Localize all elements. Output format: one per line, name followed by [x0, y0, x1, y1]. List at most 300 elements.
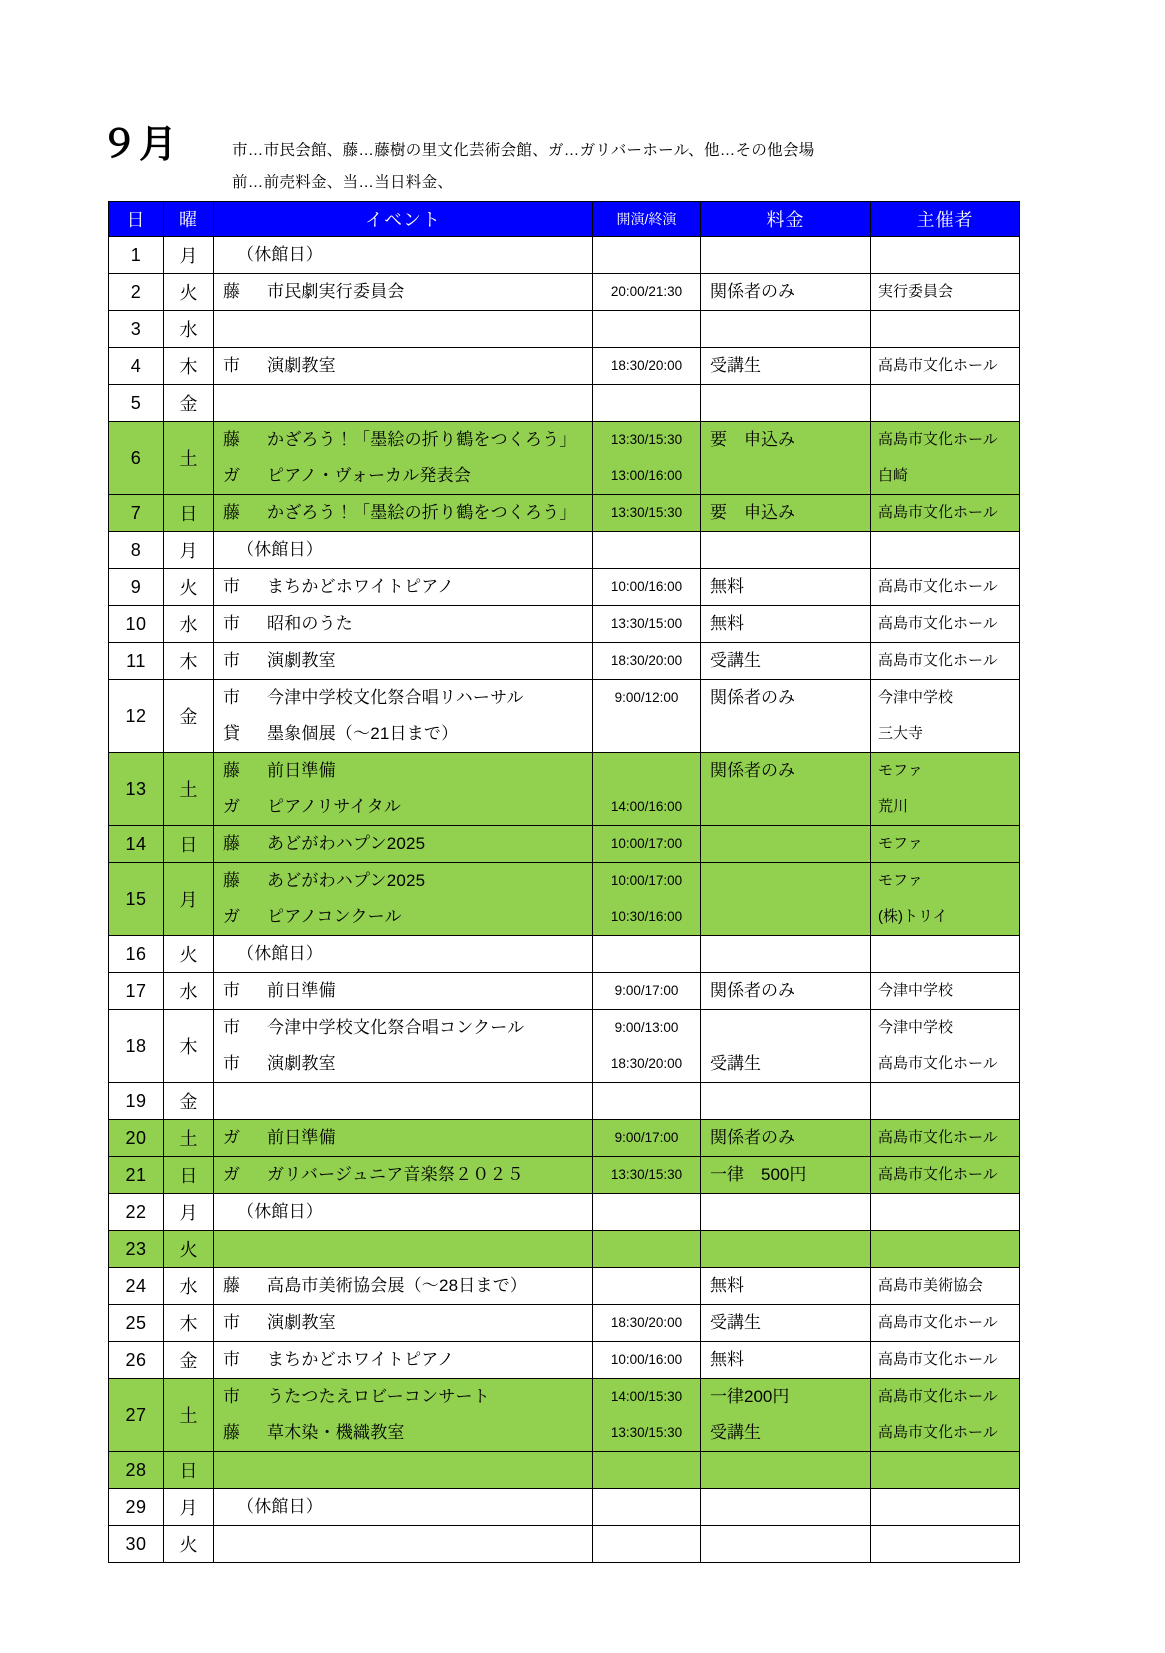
event-fee: 要 申込み: [710, 430, 795, 449]
event-title: ピアノリサイタル: [267, 797, 402, 816]
event-entry: [214, 753, 592, 789]
column-header-day: 日: [109, 202, 164, 237]
event-time: 18:30/20:00: [610, 1056, 683, 1071]
cell-weekday: 木: [164, 643, 214, 680]
cell-event: [214, 1083, 593, 1120]
empty-cell-line: [871, 1452, 1019, 1488]
table-row: [109, 1120, 1020, 1157]
event-fee: 関係者のみ: [710, 981, 795, 1000]
table-row: [109, 1194, 1020, 1231]
table-row: [109, 495, 1020, 532]
cell-organizer: [871, 863, 1020, 936]
closed-notice: （休館日）: [237, 245, 323, 264]
cell-day: 21: [109, 1157, 164, 1194]
event-title: 墨象個展（～21日まで）: [267, 724, 459, 743]
cell-fee: [701, 1157, 871, 1194]
empty-cell-line: [593, 1489, 700, 1525]
cell-event: [214, 1120, 593, 1157]
cell-organizer: [871, 1083, 1020, 1120]
cell-organizer: [871, 385, 1020, 422]
event-organizer: 高島市文化ホール: [878, 1314, 998, 1331]
empty-cell-line: [701, 1489, 870, 1525]
event-time: 13:30/15:30: [610, 432, 683, 447]
cell-fee: [701, 973, 871, 1010]
cell-fee: [701, 385, 871, 422]
cell-day: 9: [109, 569, 164, 606]
event-fee: 受講生: [710, 1313, 761, 1332]
cell-weekday: 日: [164, 495, 214, 532]
event-time: 9:00/17:00: [614, 983, 679, 998]
empty-cell-line: [701, 1083, 870, 1119]
cell-weekday: 火: [164, 569, 214, 606]
venue-tag: 市: [223, 1054, 241, 1073]
cell-day: 7: [109, 495, 164, 532]
event-time: 10:00/17:00: [610, 836, 683, 851]
table-row: [109, 237, 1020, 274]
event-time: [593, 753, 700, 789]
cell-day: 28: [109, 1452, 164, 1489]
event-time: 14:00/15:30: [610, 1389, 683, 1404]
venue-tag: ガ: [223, 907, 241, 926]
closed-notice: （休館日）: [237, 540, 323, 559]
cell-event: [214, 1231, 593, 1268]
empty-event: [214, 1526, 592, 1562]
cell-organizer: [871, 1120, 1020, 1157]
cell-weekday: 水: [164, 1268, 214, 1305]
cell-weekday: 火: [164, 1526, 214, 1563]
venue-tag: 市: [223, 1350, 241, 1369]
cell-organizer: [871, 422, 1020, 495]
legend-venues: 市…市民会館、藤…藤樹の里文化芸術会館、ガ…ガリバーホール、他…その他会場: [232, 142, 815, 159]
empty-cell-line: [871, 1231, 1019, 1267]
venue-tag: 市: [223, 651, 241, 670]
event-organizer: モファ: [878, 762, 923, 779]
month-title: ９月: [100, 124, 179, 166]
venue-tag: 藤: [223, 282, 241, 301]
table-row: [109, 569, 1020, 606]
event-fee: 要 申込み: [710, 503, 795, 522]
cell-time: [593, 1194, 701, 1231]
event-fee: 一律200円: [710, 1387, 790, 1406]
event-organizer: 実行委員会: [878, 283, 954, 300]
venue-tag: ガ: [223, 1165, 241, 1184]
event-time: [593, 716, 700, 752]
closed-notice: （休館日）: [237, 1497, 323, 1516]
cell-event: [214, 1452, 593, 1489]
event-fee: 関係者のみ: [710, 761, 795, 780]
empty-cell-line: [871, 385, 1019, 421]
cell-time: [593, 1489, 701, 1526]
cell-fee: [701, 826, 871, 863]
cell-fee: [701, 422, 871, 495]
event-title: 昭和のうた: [267, 614, 353, 633]
cell-day: 18: [109, 1010, 164, 1083]
cell-weekday: 木: [164, 1305, 214, 1342]
table-row: [109, 1379, 1020, 1452]
venue-tag: 貸: [223, 724, 241, 743]
event-entry: [214, 1268, 592, 1304]
table-row: [109, 753, 1020, 826]
table-row: [109, 936, 1020, 973]
cell-weekday: 水: [164, 311, 214, 348]
cell-day: 27: [109, 1379, 164, 1452]
empty-cell-line: [593, 1452, 700, 1488]
cell-organizer: [871, 1231, 1020, 1268]
column-header-org: 主催者: [871, 202, 1020, 237]
venue-tag: ガ: [223, 797, 241, 816]
empty-cell-line: [701, 532, 870, 568]
event-title: 今津中学校文化祭合唱コンクール: [267, 1018, 525, 1037]
event-title: うたつたえロビーコンサート: [267, 1387, 490, 1406]
cell-weekday: 日: [164, 1452, 214, 1489]
cell-time: [593, 348, 701, 385]
cell-day: 20: [109, 1120, 164, 1157]
cell-fee: [701, 863, 871, 936]
event-title: 市民劇実行委員会: [267, 282, 405, 301]
event-title: あどがわハプン2025: [267, 834, 426, 853]
cell-day: 11: [109, 643, 164, 680]
event-time: 18:30/20:00: [610, 653, 683, 668]
cell-time: [593, 274, 701, 311]
cell-weekday: 水: [164, 973, 214, 1010]
cell-day: 14: [109, 826, 164, 863]
event-title: 前日準備: [267, 1128, 336, 1147]
event-organizer: 今津中学校: [878, 982, 954, 999]
venue-tag: 市: [223, 1018, 241, 1037]
cell-organizer: [871, 643, 1020, 680]
cell-time: [593, 826, 701, 863]
cell-day: 17: [109, 973, 164, 1010]
event-time: 13:30/15:30: [610, 505, 683, 520]
empty-cell-line: [701, 237, 870, 273]
cell-day: 16: [109, 936, 164, 973]
legend-block: [232, 126, 1030, 199]
venue-tag: 市: [223, 614, 241, 633]
event-fee: [701, 863, 870, 899]
event-title: あどがわハプン2025: [267, 871, 426, 890]
event-entry: [214, 863, 592, 899]
cell-weekday: 土: [164, 1120, 214, 1157]
cell-fee: [701, 936, 871, 973]
empty-cell-line: [871, 1526, 1019, 1562]
event-fee: [701, 1010, 870, 1046]
empty-cell-line: [701, 385, 870, 421]
cell-day: 13: [109, 753, 164, 826]
event-entry: [214, 716, 592, 752]
cell-time: [593, 385, 701, 422]
cell-weekday: 月: [164, 532, 214, 569]
event-title: 高島市美術協会展（～28日まで）: [267, 1276, 528, 1295]
event-organizer: 高島市文化ホール: [878, 1351, 998, 1368]
empty-cell-line: [871, 311, 1019, 347]
cell-weekday: 水: [164, 606, 214, 643]
cell-event: [214, 1268, 593, 1305]
empty-cell-line: [871, 936, 1019, 972]
cell-fee: [701, 569, 871, 606]
cell-organizer: [871, 753, 1020, 826]
venue-tag: 市: [223, 577, 241, 596]
cell-weekday: 土: [164, 422, 214, 495]
event-fee: [701, 789, 870, 825]
event-entry: [214, 1342, 592, 1378]
event-fee: 無料: [710, 1276, 744, 1295]
empty-cell-line: [593, 1526, 700, 1562]
empty-cell-line: [871, 532, 1019, 568]
cell-event: [214, 936, 593, 973]
cell-fee: [701, 1305, 871, 1342]
page-header: [100, 126, 1030, 199]
cell-weekday: 火: [164, 274, 214, 311]
empty-cell-line: [593, 385, 700, 421]
cell-weekday: 日: [164, 826, 214, 863]
event-entry: [214, 1120, 592, 1156]
table-row: [109, 1268, 1020, 1305]
venue-tag: 藤: [223, 834, 241, 853]
table-row: [109, 863, 1020, 936]
legend-prices: 前…前売料金、当…当日料金、: [232, 173, 454, 191]
empty-cell-line: [593, 1083, 700, 1119]
cell-event: [214, 1379, 593, 1452]
cell-fee: [701, 1083, 871, 1120]
cell-event: [214, 495, 593, 532]
cell-event: [214, 863, 593, 936]
cell-organizer: [871, 311, 1020, 348]
cell-event: [214, 311, 593, 348]
table-row: [109, 348, 1020, 385]
cell-event: [214, 1489, 593, 1526]
cell-time: [593, 606, 701, 643]
cell-weekday: 土: [164, 1379, 214, 1452]
event-fee: 一律 500円: [710, 1165, 807, 1184]
empty-cell-line: [701, 1194, 870, 1230]
empty-event: [214, 385, 592, 421]
event-entry: [214, 899, 592, 935]
cell-fee: [701, 532, 871, 569]
event-organizer: 高島市文化ホール: [878, 1129, 998, 1146]
table-row: [109, 973, 1020, 1010]
table-row: [109, 1010, 1020, 1083]
venue-tag: 市: [223, 981, 241, 1000]
event-fee: 無料: [710, 614, 744, 633]
cell-time: [593, 495, 701, 532]
column-header-fee: 料金: [701, 202, 871, 237]
cell-fee: [701, 606, 871, 643]
empty-cell-line: [593, 237, 700, 273]
event-time: 14:00/16:00: [610, 799, 683, 814]
event-entry: [214, 458, 592, 494]
event-entry: [214, 1379, 592, 1415]
cell-weekday: 月: [164, 863, 214, 936]
cell-time: [593, 311, 701, 348]
cell-weekday: 日: [164, 1157, 214, 1194]
event-organizer: 高島市文化ホール: [878, 1166, 998, 1183]
cell-time: [593, 1268, 701, 1305]
cell-time: [593, 1010, 701, 1083]
table-row: [109, 1342, 1020, 1379]
cell-organizer: [871, 680, 1020, 753]
event-title: 演劇教室: [267, 651, 336, 670]
cell-day: 15: [109, 863, 164, 936]
cell-fee: [701, 643, 871, 680]
event-organizer: 今津中学校: [878, 1019, 954, 1036]
cell-organizer: [871, 1489, 1020, 1526]
event-organizer: 高島市文化ホール: [878, 1388, 998, 1405]
event-time: 9:00/13:00: [614, 1020, 679, 1035]
cell-day: 6: [109, 422, 164, 495]
empty-cell-line: [593, 532, 700, 568]
closed-notice: （休館日）: [237, 1202, 323, 1221]
cell-time: [593, 863, 701, 936]
event-fee: 受講生: [710, 651, 761, 670]
cell-fee: [701, 1194, 871, 1231]
cell-event: [214, 237, 593, 274]
event-entry: [214, 643, 592, 679]
column-header-dow: 曜: [164, 202, 214, 237]
cell-day: 19: [109, 1083, 164, 1120]
cell-fee: [701, 1342, 871, 1379]
cell-fee: [701, 311, 871, 348]
cell-fee: [701, 495, 871, 532]
cell-event: [214, 274, 593, 311]
cell-time: [593, 1305, 701, 1342]
event-organizer: 今津中学校: [878, 689, 954, 706]
table-row: [109, 606, 1020, 643]
cell-event: [214, 385, 593, 422]
cell-event: [214, 753, 593, 826]
cell-event: [214, 1010, 593, 1083]
event-organizer: モファ: [878, 872, 923, 889]
cell-event: [214, 973, 593, 1010]
event-fee: [701, 716, 870, 752]
event-fee: 受講生: [710, 1423, 761, 1442]
event-organizer: 高島市文化ホール: [878, 615, 998, 632]
cell-organizer: [871, 1194, 1020, 1231]
event-entry: [214, 495, 592, 531]
venue-tag: 藤: [223, 430, 241, 449]
event-title: 演劇教室: [267, 1054, 336, 1073]
venue-tag: 市: [223, 1387, 241, 1406]
table-header-row: [109, 202, 1020, 237]
event-title: まちかどホワイトピアノ: [267, 1350, 455, 1369]
cell-time: [593, 1452, 701, 1489]
venue-tag: 藤: [223, 503, 241, 522]
cell-event: [214, 643, 593, 680]
cell-weekday: 木: [164, 348, 214, 385]
cell-event: [214, 1342, 593, 1379]
cell-weekday: 月: [164, 1194, 214, 1231]
empty-cell-line: [593, 311, 700, 347]
cell-organizer: [871, 1526, 1020, 1563]
table-row: [109, 532, 1020, 569]
empty-cell-line: [871, 1083, 1019, 1119]
table-row: [109, 274, 1020, 311]
cell-weekday: 月: [164, 237, 214, 274]
empty-cell-line: [701, 311, 870, 347]
cell-weekday: 金: [164, 680, 214, 753]
cell-time: [593, 422, 701, 495]
event-organizer: 荒川: [878, 798, 909, 815]
cell-weekday: 月: [164, 1489, 214, 1526]
empty-cell-line: [593, 1194, 700, 1230]
cell-day: 1: [109, 237, 164, 274]
cell-organizer: [871, 348, 1020, 385]
cell-event: [214, 1157, 593, 1194]
cell-day: 24: [109, 1268, 164, 1305]
venue-tag: 市: [223, 688, 241, 707]
event-time: 13:30/15:00: [610, 616, 683, 631]
cell-time: [593, 973, 701, 1010]
event-title: かざろう！「墨絵の折り鶴をつくろう」: [267, 430, 577, 449]
event-time: 10:00/16:00: [610, 579, 683, 594]
cell-fee: [701, 1379, 871, 1452]
event-fee: 関係者のみ: [710, 688, 795, 707]
event-time: 13:30/15:30: [610, 1425, 683, 1440]
cell-time: [593, 643, 701, 680]
cell-day: 5: [109, 385, 164, 422]
venue-tag: ガ: [223, 466, 241, 485]
table-row: [109, 1452, 1020, 1489]
event-title: 演劇教室: [267, 356, 336, 375]
event-organizer: 高島市文化ホール: [878, 578, 998, 595]
cell-event: [214, 1194, 593, 1231]
cell-event: [214, 532, 593, 569]
cell-fee: [701, 680, 871, 753]
event-fee: 無料: [710, 1350, 744, 1369]
cell-time: [593, 569, 701, 606]
cell-time: [593, 1083, 701, 1120]
event-fee: 無料: [710, 577, 744, 596]
event-time: 9:00/17:00: [614, 1130, 679, 1145]
table-row: [109, 1489, 1020, 1526]
venue-tag: 市: [223, 1313, 241, 1332]
event-fee: [701, 458, 870, 494]
calendar-table-container: [108, 201, 1019, 1563]
event-entry: [214, 1046, 592, 1082]
cell-weekday: 木: [164, 1010, 214, 1083]
empty-cell-line: [593, 936, 700, 972]
event-entry: [214, 274, 592, 310]
cell-time: [593, 237, 701, 274]
cell-fee: [701, 1120, 871, 1157]
empty-cell-line: [701, 936, 870, 972]
event-title: 演劇教室: [267, 1313, 336, 1332]
cell-day: 8: [109, 532, 164, 569]
event-fee: [701, 826, 870, 862]
cell-fee: [701, 237, 871, 274]
cell-day: 23: [109, 1231, 164, 1268]
cell-time: [593, 1342, 701, 1379]
empty-cell-line: [871, 1194, 1019, 1230]
cell-time: [593, 936, 701, 973]
cell-weekday: 土: [164, 753, 214, 826]
cell-organizer: [871, 1157, 1020, 1194]
event-time: 10:00/17:00: [610, 873, 683, 888]
cell-organizer: [871, 569, 1020, 606]
event-entry: [214, 1415, 592, 1451]
cell-organizer: [871, 826, 1020, 863]
venue-tag: 藤: [223, 1423, 241, 1442]
cell-time: [593, 1379, 701, 1452]
empty-cell-line: [701, 1526, 870, 1562]
cell-time: [593, 753, 701, 826]
event-organizer: モファ: [878, 835, 923, 852]
cell-fee: [701, 1526, 871, 1563]
cell-fee: [701, 1268, 871, 1305]
table-row: [109, 1083, 1020, 1120]
venue-tag: 藤: [223, 871, 241, 890]
closed-notice: （休館日）: [237, 944, 323, 963]
event-fee: [701, 899, 870, 935]
